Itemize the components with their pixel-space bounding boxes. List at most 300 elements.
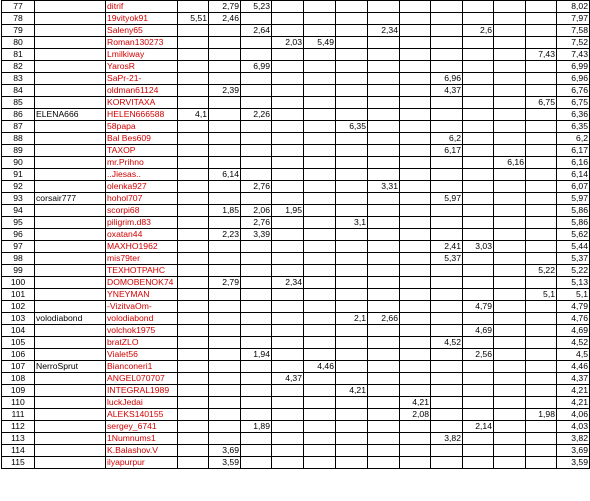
score-cell[interactable]: 6,17: [431, 145, 463, 157]
score-cell[interactable]: [178, 337, 209, 349]
score-cell[interactable]: [494, 1, 526, 13]
score-cell[interactable]: [178, 373, 209, 385]
score-cell[interactable]: [209, 397, 241, 409]
score-cell[interactable]: 2,23: [209, 229, 241, 241]
score-cell[interactable]: [336, 265, 368, 277]
score-cell[interactable]: 2,41: [431, 241, 463, 253]
score-cell[interactable]: [209, 409, 241, 421]
total-cell[interactable]: 4,52: [557, 337, 590, 349]
group-cell[interactable]: [35, 1, 106, 13]
score-cell[interactable]: [304, 373, 336, 385]
group-cell[interactable]: [35, 13, 106, 25]
score-cell[interactable]: [336, 229, 368, 241]
score-cell[interactable]: [241, 85, 272, 97]
group-cell[interactable]: [35, 121, 106, 133]
total-cell[interactable]: 4,03: [557, 421, 590, 433]
score-cell[interactable]: [494, 73, 526, 85]
group-cell[interactable]: [35, 205, 106, 217]
score-cell[interactable]: 4,21: [400, 397, 431, 409]
score-cell[interactable]: 1,85: [209, 205, 241, 217]
score-cell[interactable]: [272, 49, 304, 61]
total-cell[interactable]: 6,99: [557, 61, 590, 73]
score-cell[interactable]: [178, 409, 209, 421]
score-cell[interactable]: [304, 241, 336, 253]
group-cell[interactable]: ELENA666: [35, 109, 106, 121]
score-cell[interactable]: [400, 49, 431, 61]
score-cell[interactable]: [431, 1, 463, 13]
total-cell[interactable]: 3,69: [557, 445, 590, 457]
score-cell[interactable]: [178, 253, 209, 265]
score-cell[interactable]: [178, 133, 209, 145]
score-cell[interactable]: [494, 217, 526, 229]
score-cell[interactable]: [241, 73, 272, 85]
score-cell[interactable]: [463, 229, 494, 241]
score-cell[interactable]: [526, 205, 557, 217]
group-cell[interactable]: [35, 373, 106, 385]
score-cell[interactable]: [272, 145, 304, 157]
score-cell[interactable]: [304, 121, 336, 133]
total-cell[interactable]: 8,02: [557, 1, 590, 13]
score-cell[interactable]: [336, 61, 368, 73]
score-cell[interactable]: [463, 181, 494, 193]
score-cell[interactable]: [368, 421, 400, 433]
score-cell[interactable]: [209, 421, 241, 433]
nickname-cell[interactable]: Roman130273: [106, 37, 178, 49]
nickname-cell[interactable]: bratZLO: [106, 337, 178, 349]
score-cell[interactable]: [494, 49, 526, 61]
score-cell[interactable]: [209, 109, 241, 121]
rank-cell[interactable]: 96: [2, 229, 35, 241]
score-cell[interactable]: [494, 421, 526, 433]
score-cell[interactable]: [368, 301, 400, 313]
score-cell[interactable]: [178, 145, 209, 157]
score-cell[interactable]: [400, 313, 431, 325]
score-cell[interactable]: [431, 25, 463, 37]
score-cell[interactable]: [526, 457, 557, 469]
nickname-cell[interactable]: K.Balashov.V: [106, 445, 178, 457]
score-cell[interactable]: [526, 301, 557, 313]
total-cell[interactable]: 4,06: [557, 409, 590, 421]
total-cell[interactable]: 6,14: [557, 169, 590, 181]
score-cell[interactable]: [526, 181, 557, 193]
score-cell[interactable]: [463, 49, 494, 61]
score-cell[interactable]: [209, 49, 241, 61]
score-cell[interactable]: [304, 217, 336, 229]
score-cell[interactable]: [368, 193, 400, 205]
score-cell[interactable]: [400, 289, 431, 301]
score-cell[interactable]: [400, 61, 431, 73]
score-cell[interactable]: [368, 13, 400, 25]
score-cell[interactable]: [431, 385, 463, 397]
score-cell[interactable]: [400, 277, 431, 289]
score-cell[interactable]: [209, 121, 241, 133]
group-cell[interactable]: [35, 457, 106, 469]
score-cell[interactable]: 2,46: [209, 13, 241, 25]
score-cell[interactable]: [304, 13, 336, 25]
score-cell[interactable]: 4,37: [272, 373, 304, 385]
nickname-cell[interactable]: -VizitvaOm-: [106, 301, 178, 313]
score-cell[interactable]: [494, 229, 526, 241]
score-cell[interactable]: [463, 145, 494, 157]
group-cell[interactable]: [35, 409, 106, 421]
score-cell[interactable]: [368, 169, 400, 181]
score-cell[interactable]: [304, 229, 336, 241]
score-cell[interactable]: 2,76: [241, 217, 272, 229]
score-cell[interactable]: [209, 385, 241, 397]
score-cell[interactable]: [178, 349, 209, 361]
score-cell[interactable]: [209, 73, 241, 85]
score-cell[interactable]: [272, 25, 304, 37]
nickname-cell[interactable]: 1Numnums1: [106, 433, 178, 445]
rank-cell[interactable]: 79: [2, 25, 35, 37]
score-cell[interactable]: [272, 109, 304, 121]
score-cell[interactable]: [336, 409, 368, 421]
score-cell[interactable]: [272, 193, 304, 205]
score-cell[interactable]: [431, 361, 463, 373]
score-cell[interactable]: 5,23: [241, 1, 272, 13]
total-cell[interactable]: 5,97: [557, 193, 590, 205]
score-cell[interactable]: [494, 337, 526, 349]
score-cell[interactable]: [463, 337, 494, 349]
group-cell[interactable]: [35, 85, 106, 97]
score-cell[interactable]: [178, 205, 209, 217]
score-cell[interactable]: [400, 169, 431, 181]
score-cell[interactable]: [526, 85, 557, 97]
score-cell[interactable]: [400, 325, 431, 337]
rank-cell[interactable]: 97: [2, 241, 35, 253]
group-cell[interactable]: [35, 385, 106, 397]
score-cell[interactable]: [368, 157, 400, 169]
score-cell[interactable]: [336, 205, 368, 217]
score-cell[interactable]: [494, 457, 526, 469]
score-cell[interactable]: [368, 373, 400, 385]
rank-cell[interactable]: 81: [2, 49, 35, 61]
score-cell[interactable]: [178, 61, 209, 73]
rank-cell[interactable]: 84: [2, 85, 35, 97]
score-cell[interactable]: [178, 97, 209, 109]
score-cell[interactable]: [272, 337, 304, 349]
rank-cell[interactable]: 88: [2, 133, 35, 145]
score-cell[interactable]: [304, 193, 336, 205]
score-cell[interactable]: [494, 373, 526, 385]
score-cell[interactable]: [400, 133, 431, 145]
total-cell[interactable]: 4,76: [557, 313, 590, 325]
score-cell[interactable]: [400, 301, 431, 313]
score-cell[interactable]: [178, 289, 209, 301]
score-cell[interactable]: [368, 289, 400, 301]
total-cell[interactable]: 5,44: [557, 241, 590, 253]
score-cell[interactable]: [400, 37, 431, 49]
score-cell[interactable]: [178, 421, 209, 433]
score-cell[interactable]: 4,1: [178, 109, 209, 121]
score-cell[interactable]: [400, 385, 431, 397]
score-cell[interactable]: [272, 157, 304, 169]
score-cell[interactable]: [494, 205, 526, 217]
group-cell[interactable]: [35, 25, 106, 37]
score-cell[interactable]: [463, 445, 494, 457]
score-cell[interactable]: [431, 97, 463, 109]
score-cell[interactable]: [209, 325, 241, 337]
score-cell[interactable]: [304, 85, 336, 97]
total-cell[interactable]: 6,36: [557, 109, 590, 121]
score-cell[interactable]: [526, 313, 557, 325]
score-cell[interactable]: [209, 313, 241, 325]
score-cell[interactable]: [241, 133, 272, 145]
score-cell[interactable]: [178, 157, 209, 169]
score-cell[interactable]: [463, 373, 494, 385]
total-cell[interactable]: 5,86: [557, 205, 590, 217]
score-cell[interactable]: [272, 457, 304, 469]
total-cell[interactable]: 4,69: [557, 325, 590, 337]
score-cell[interactable]: [494, 301, 526, 313]
score-cell[interactable]: [336, 13, 368, 25]
score-cell[interactable]: [431, 169, 463, 181]
nickname-cell[interactable]: sergey_6741: [106, 421, 178, 433]
score-cell[interactable]: [304, 457, 336, 469]
total-cell[interactable]: 3,82: [557, 433, 590, 445]
score-cell[interactable]: 2,66: [368, 313, 400, 325]
score-cell[interactable]: [463, 205, 494, 217]
score-cell[interactable]: [304, 313, 336, 325]
score-cell[interactable]: [431, 313, 463, 325]
score-cell[interactable]: 5,22: [526, 265, 557, 277]
score-cell[interactable]: [304, 49, 336, 61]
score-cell[interactable]: [526, 1, 557, 13]
score-cell[interactable]: [526, 109, 557, 121]
nickname-cell[interactable]: 19vityok91: [106, 13, 178, 25]
rank-cell[interactable]: 107: [2, 361, 35, 373]
score-cell[interactable]: [463, 457, 494, 469]
score-cell[interactable]: [526, 445, 557, 457]
total-cell[interactable]: 5,62: [557, 229, 590, 241]
score-cell[interactable]: [526, 61, 557, 73]
score-cell[interactable]: [431, 349, 463, 361]
score-cell[interactable]: [272, 361, 304, 373]
score-cell[interactable]: 6,35: [336, 121, 368, 133]
score-cell[interactable]: [368, 37, 400, 49]
score-cell[interactable]: [400, 193, 431, 205]
rank-cell[interactable]: 91: [2, 169, 35, 181]
score-cell[interactable]: 2,14: [463, 421, 494, 433]
score-cell[interactable]: [336, 397, 368, 409]
group-cell[interactable]: [35, 397, 106, 409]
score-cell[interactable]: [368, 385, 400, 397]
score-cell[interactable]: 1,98: [526, 409, 557, 421]
score-cell[interactable]: [178, 181, 209, 193]
score-cell[interactable]: [178, 457, 209, 469]
score-cell[interactable]: [463, 157, 494, 169]
score-cell[interactable]: [368, 145, 400, 157]
score-cell[interactable]: [463, 277, 494, 289]
score-cell[interactable]: [336, 169, 368, 181]
score-cell[interactable]: [241, 325, 272, 337]
score-cell[interactable]: [431, 265, 463, 277]
score-cell[interactable]: [209, 133, 241, 145]
score-cell[interactable]: [526, 73, 557, 85]
score-cell[interactable]: 5,51: [178, 13, 209, 25]
nickname-cell[interactable]: volchok1975: [106, 325, 178, 337]
score-cell[interactable]: 4,69: [463, 325, 494, 337]
score-cell[interactable]: [304, 1, 336, 13]
nickname-cell[interactable]: Saleny65: [106, 25, 178, 37]
score-cell[interactable]: [241, 445, 272, 457]
score-cell[interactable]: [494, 433, 526, 445]
score-cell[interactable]: [336, 361, 368, 373]
nickname-cell[interactable]: ..Jiesas..: [106, 169, 178, 181]
score-cell[interactable]: [400, 337, 431, 349]
rank-cell[interactable]: 101: [2, 289, 35, 301]
total-cell[interactable]: 4,46: [557, 361, 590, 373]
rank-cell[interactable]: 83: [2, 73, 35, 85]
group-cell[interactable]: [35, 421, 106, 433]
score-cell[interactable]: [241, 157, 272, 169]
score-cell[interactable]: [304, 445, 336, 457]
score-cell[interactable]: [178, 241, 209, 253]
nickname-cell[interactable]: Bal Bes609: [106, 133, 178, 145]
rank-cell[interactable]: 114: [2, 445, 35, 457]
score-cell[interactable]: [463, 193, 494, 205]
score-cell[interactable]: [178, 265, 209, 277]
score-cell[interactable]: [431, 121, 463, 133]
score-cell[interactable]: 3,59: [209, 457, 241, 469]
score-cell[interactable]: [494, 349, 526, 361]
score-cell[interactable]: [463, 121, 494, 133]
rank-cell[interactable]: 90: [2, 157, 35, 169]
score-cell[interactable]: [241, 337, 272, 349]
total-cell[interactable]: 6,17: [557, 145, 590, 157]
score-cell[interactable]: [494, 385, 526, 397]
score-cell[interactable]: [494, 397, 526, 409]
score-cell[interactable]: 2,1: [336, 313, 368, 325]
nickname-cell[interactable]: scorpi68: [106, 205, 178, 217]
score-cell[interactable]: [494, 253, 526, 265]
score-cell[interactable]: [178, 433, 209, 445]
rank-cell[interactable]: 100: [2, 277, 35, 289]
rank-cell[interactable]: 87: [2, 121, 35, 133]
score-cell[interactable]: [272, 445, 304, 457]
nickname-cell[interactable]: TEXHOTPAHC: [106, 265, 178, 277]
score-cell[interactable]: 2,03: [272, 37, 304, 49]
nickname-cell[interactable]: mr.Prihno: [106, 157, 178, 169]
score-cell[interactable]: 6,16: [494, 157, 526, 169]
score-cell[interactable]: [272, 13, 304, 25]
score-cell[interactable]: [526, 157, 557, 169]
score-cell[interactable]: [463, 253, 494, 265]
score-cell[interactable]: 1,94: [241, 349, 272, 361]
score-cell[interactable]: 2,56: [463, 349, 494, 361]
total-cell[interactable]: 6,35: [557, 121, 590, 133]
rank-cell[interactable]: 78: [2, 13, 35, 25]
score-cell[interactable]: [494, 361, 526, 373]
score-cell[interactable]: [526, 13, 557, 25]
score-cell[interactable]: [400, 121, 431, 133]
score-cell[interactable]: [463, 433, 494, 445]
nickname-cell[interactable]: piligrim.d83: [106, 217, 178, 229]
score-cell[interactable]: [494, 265, 526, 277]
rank-cell[interactable]: 82: [2, 61, 35, 73]
score-cell[interactable]: 4,79: [463, 301, 494, 313]
score-cell[interactable]: 6,2: [431, 133, 463, 145]
score-cell[interactable]: [368, 277, 400, 289]
score-cell[interactable]: [368, 337, 400, 349]
score-cell[interactable]: [368, 61, 400, 73]
score-cell[interactable]: [494, 193, 526, 205]
total-cell[interactable]: 7,43: [557, 49, 590, 61]
rank-cell[interactable]: 111: [2, 409, 35, 421]
score-cell[interactable]: [209, 433, 241, 445]
score-cell[interactable]: [272, 217, 304, 229]
score-cell[interactable]: 5,49: [304, 37, 336, 49]
nickname-cell[interactable]: KORVITAXA: [106, 97, 178, 109]
score-cell[interactable]: 6,14: [209, 169, 241, 181]
group-cell[interactable]: [35, 181, 106, 193]
score-cell[interactable]: 5,1: [526, 289, 557, 301]
score-cell[interactable]: [463, 97, 494, 109]
score-cell[interactable]: [400, 97, 431, 109]
rank-cell[interactable]: 104: [2, 325, 35, 337]
score-cell[interactable]: [178, 397, 209, 409]
score-cell[interactable]: [336, 433, 368, 445]
score-cell[interactable]: [431, 13, 463, 25]
score-cell[interactable]: [526, 169, 557, 181]
score-cell[interactable]: [526, 217, 557, 229]
rank-cell[interactable]: 112: [2, 421, 35, 433]
rank-cell[interactable]: 86: [2, 109, 35, 121]
score-cell[interactable]: [494, 181, 526, 193]
score-cell[interactable]: [400, 157, 431, 169]
score-cell[interactable]: [241, 289, 272, 301]
score-cell[interactable]: [368, 205, 400, 217]
score-cell[interactable]: [463, 1, 494, 13]
total-cell[interactable]: 4,79: [557, 301, 590, 313]
score-cell[interactable]: [463, 313, 494, 325]
score-cell[interactable]: [178, 385, 209, 397]
score-cell[interactable]: [241, 397, 272, 409]
score-cell[interactable]: [209, 289, 241, 301]
score-cell[interactable]: [368, 1, 400, 13]
score-cell[interactable]: [336, 445, 368, 457]
nickname-cell[interactable]: INTEGRAL1989: [106, 385, 178, 397]
score-cell[interactable]: 4,37: [431, 85, 463, 97]
score-cell[interactable]: [526, 229, 557, 241]
score-cell[interactable]: [241, 457, 272, 469]
score-cell[interactable]: [241, 13, 272, 25]
score-cell[interactable]: [178, 121, 209, 133]
group-cell[interactable]: [35, 49, 106, 61]
score-cell[interactable]: [336, 181, 368, 193]
score-cell[interactable]: 5,97: [431, 193, 463, 205]
score-cell[interactable]: [241, 241, 272, 253]
score-cell[interactable]: [209, 373, 241, 385]
score-cell[interactable]: [178, 1, 209, 13]
score-cell[interactable]: [241, 409, 272, 421]
score-cell[interactable]: [272, 61, 304, 73]
score-cell[interactable]: [241, 37, 272, 49]
score-cell[interactable]: [178, 73, 209, 85]
score-cell[interactable]: 3,03: [463, 241, 494, 253]
score-cell[interactable]: [463, 409, 494, 421]
score-cell[interactable]: [209, 97, 241, 109]
score-cell[interactable]: [368, 229, 400, 241]
total-cell[interactable]: 6,16: [557, 157, 590, 169]
score-cell[interactable]: [209, 61, 241, 73]
total-cell[interactable]: 5,1: [557, 289, 590, 301]
score-cell[interactable]: [463, 133, 494, 145]
group-cell[interactable]: [35, 37, 106, 49]
score-cell[interactable]: [336, 289, 368, 301]
rank-cell[interactable]: 110: [2, 397, 35, 409]
score-cell[interactable]: [209, 337, 241, 349]
